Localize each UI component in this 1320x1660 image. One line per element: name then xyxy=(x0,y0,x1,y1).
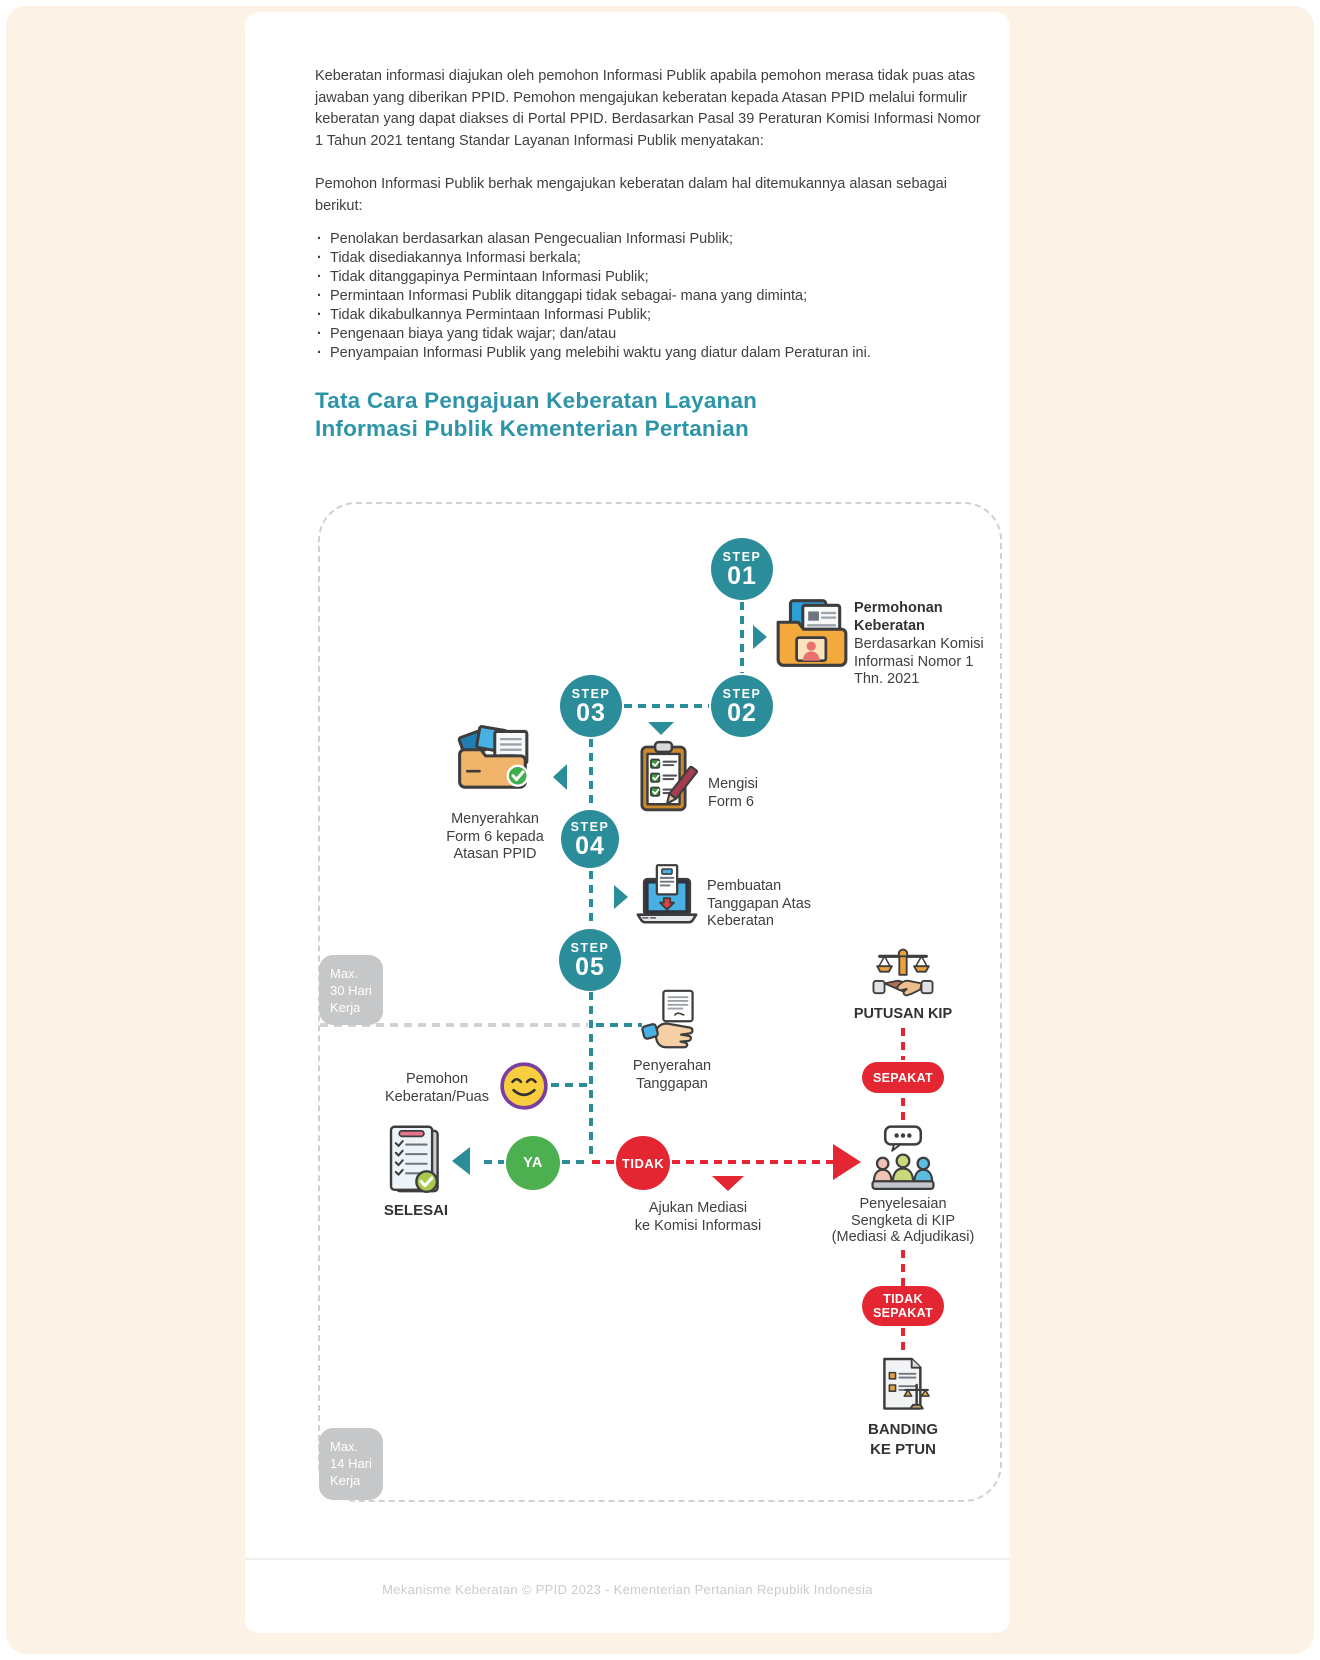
connector-step1-step2 xyxy=(740,602,744,673)
decision-tidak: TIDAK xyxy=(616,1136,670,1190)
connector-penyelesaian-tidaksepakat xyxy=(901,1250,905,1286)
step-4-circle xyxy=(561,810,619,868)
hand-holding-document-icon xyxy=(638,988,704,1052)
decision-ya: YA xyxy=(506,1136,560,1190)
step-3-label: STEP xyxy=(571,686,611,701)
step-2-number: 02 xyxy=(727,698,757,727)
step-4-number: 04 xyxy=(575,831,605,860)
footer-credit: Mekanisme Keberatan © PPID 2023 - Kementerian Pertanian Republik Indonesia xyxy=(382,1582,873,1597)
meeting-discussion-icon xyxy=(870,1124,936,1194)
step-2-circle xyxy=(711,675,773,737)
checklist-done-icon xyxy=(384,1124,446,1198)
step-4-label: STEP xyxy=(570,819,610,834)
reasons-list xyxy=(315,230,983,363)
arrow-right-permohonan-icon xyxy=(753,625,767,649)
step-2-label: STEP xyxy=(722,686,762,701)
section-heading: Tata Cara Pengajuan Keberatan Layanan Informasi Publik Kementerian Pertanian xyxy=(315,388,758,441)
step-3-circle xyxy=(560,675,622,737)
connector-ya-selesai xyxy=(484,1160,504,1164)
connector-junction-tidak xyxy=(592,1160,614,1164)
arrow-right-kip-icon xyxy=(833,1144,861,1180)
laptop-document-download-icon xyxy=(634,862,700,928)
connector-putusan-sepakat xyxy=(901,1028,905,1060)
label-ajukan-mediasi: Ajukan Mediasi ke Komisi Informasi xyxy=(634,1200,762,1234)
step-1-label: STEP xyxy=(722,549,762,564)
label-menyerahkan: Menyerahkan Form 6 kepada Atasan PPID xyxy=(446,811,544,862)
step-5-label: STEP xyxy=(570,940,610,955)
badge-sepakat: SEPAKAT xyxy=(862,1062,944,1093)
label-putusan-kip: PUTUSAN KIP xyxy=(853,1006,953,1022)
reason-item: · Tidak disediakannya Informasi berkala; xyxy=(315,249,983,268)
label-penyelesaian-sengketa: Penyelesaian Sengketa di KIP (Mediasi & Adjudikasi) xyxy=(831,1196,975,1245)
label-banding-ptun: BANDING KE PTUN xyxy=(868,1421,938,1458)
connector-step3-step2 xyxy=(624,704,709,708)
connector-step5-decision xyxy=(589,992,593,1160)
label-pembuatan: Pembuatan Tanggapan Atas Keberatan xyxy=(707,878,812,929)
arrow-left-menyerahkan-icon xyxy=(553,764,567,790)
scales-handshake-icon xyxy=(871,946,935,1006)
arrow-left-selesai-icon xyxy=(452,1147,470,1175)
arrow-down-mengisi-icon xyxy=(648,722,674,735)
article xyxy=(315,66,983,443)
label-permohonan-title: Permohonan Keberatan xyxy=(854,600,943,634)
footer-divider xyxy=(245,1558,1010,1560)
label-selesai: SELESAI xyxy=(383,1202,449,1219)
folder-documents-check-icon xyxy=(452,722,536,802)
reason-item: · Tidak ditanggapinya Permintaan Informasi Publik; xyxy=(315,268,983,287)
reason-item: · Permintaan Informasi Publik ditanggapi tidak sebagai- mana yang diminta; xyxy=(315,287,983,306)
reason-item: · Pengenaan biaya yang tidak wajar; dan/atau xyxy=(315,325,983,344)
rights-paragraph: Pemohon Informasi Publik berhak mengajukan keberatan dalam hal ditemukannya alasan sebagai berikut: xyxy=(315,176,947,214)
duration-max-30-hari: Max. 30 Hari Kerja xyxy=(319,955,383,1025)
arrow-right-pembuatan-icon xyxy=(614,885,628,909)
step-3-number: 03 xyxy=(576,698,606,727)
reason-item: · Tidak dikabulkannya Permintaan Informasi Publik; xyxy=(315,306,983,325)
step-5-number: 05 xyxy=(575,952,605,981)
duration-max-14-hari: Max. 14 Hari Kerja xyxy=(319,1428,383,1500)
connector-ya-junction xyxy=(562,1160,588,1164)
step-1-number: 01 xyxy=(727,561,757,590)
clipboard-checklist-pencil-icon xyxy=(636,740,698,814)
arrow-down-mediasi-icon xyxy=(712,1176,744,1191)
document-scales-icon xyxy=(873,1354,933,1416)
step-5-circle xyxy=(559,929,621,991)
step-1-circle xyxy=(711,538,773,600)
reason-item: · Penyampaian Informasi Publik yang melebihi waktu yang diatur dalam Peraturan ini. xyxy=(315,344,983,363)
reason-item: · Penolakan berdasarkan alasan Pengecualian Informasi Publik; xyxy=(315,230,983,249)
label-permohonan-desc: Berdasarkan Komisi Informasi Nomor 1 Thn. 2021 xyxy=(854,636,984,687)
smiley-face-icon xyxy=(498,1060,550,1112)
label-mengisi: Mengisi Form 6 xyxy=(708,776,758,810)
badge-tidak-sepakat: TIDAK SEPAKAT xyxy=(862,1286,944,1326)
connector-tidak-kip xyxy=(672,1160,833,1164)
connector-step4-step5 xyxy=(589,871,593,927)
connector-pemohon xyxy=(551,1083,587,1087)
connector-sepakat-penyelesaian xyxy=(901,1098,905,1124)
connector-tidaksepakat-banding xyxy=(901,1328,905,1354)
intro-paragraph: Keberatan informasi diajukan oleh pemohon Informasi Publik apabila pemohon merasa tidak puas atas jawaban yang diberikan PPID. Pemohon mengajukan keberatan kepada Atasan PPID melalui formulir keberatan yang dapat diakses di Portal PPID. Berdasarkan Pasal 39 Peraturan Komisi Informasi Nomor 1 Tahun 2021 tentang Standar Layanan Informasi Publik menyatakan: xyxy=(315,68,981,149)
folder-user-document-icon xyxy=(772,596,852,670)
label-pemohon-puas: Pemohon Keberatan/Puas xyxy=(385,1071,489,1105)
connector-step3-step4 xyxy=(589,739,593,809)
connector-penyerahan xyxy=(596,1023,642,1027)
label-penyerahan: Penyerahan Tanggapan xyxy=(632,1058,712,1092)
